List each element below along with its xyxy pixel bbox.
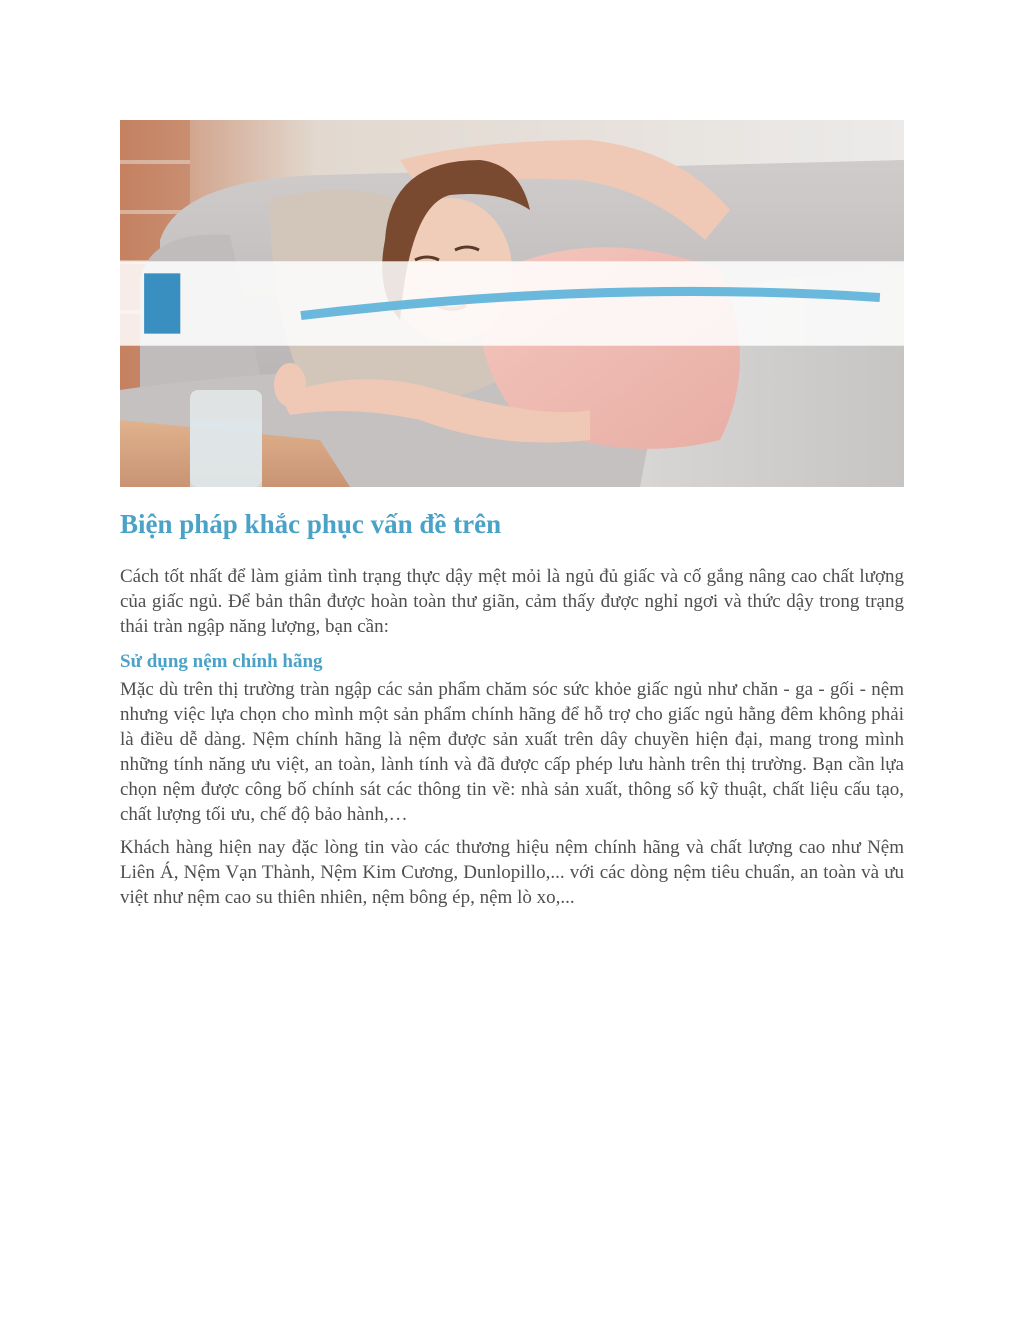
subsection-heading: Sử dụng nệm chính hãng	[120, 651, 323, 672]
body-paragraph-2: Khách hàng hiện nay đặc lòng tin vào các thương hiệu nệm chính hãng và chất lượng cao như Nệm Liên Á, Nệm Vạn Thành, Nệm Kim Cương, Dunlopillo,... với các dòng nệm tiêu chuẩn, an toàn và ưu việt như nệm cao su thiên nhiên, nệm bông ép, nệm lò xo,...	[120, 837, 904, 908]
intro-paragraph: Cách tốt nhất để làm giảm tình trạng thực dậy mệt mỏi là ngủ đủ giấc và cố gắng nâng cao chất lượng của giấc ngủ. Để bản thân được hoàn toàn thư giãn, cảm thấy được nghỉ ngơi và thức dậy trong trạng thái tràn ngập năng lượng, bạn cần:	[120, 566, 904, 637]
section-heading: Biện pháp khắc phục vấn đề trên	[120, 509, 502, 539]
article-content	[120, 506, 904, 910]
article-photo	[120, 120, 904, 487]
brand-logo-icon	[120, 120, 904, 487]
body-paragraph-1: Mặc dù trên thị trường tràn ngập các sản phẩm chăm sóc sức khỏe giấc ngủ như chăn - ga - gối - nệm nhưng việc lựa chọn cho mình một sản phẩm chính hãng để hỗ trợ cho giấc ngủ hằng đêm không phải là điều dễ dàng. Nệm chính hãng là nệm được sản xuất trên dây chuyền hiện đại, mang trong mình những tính năng ưu việt, an toàn, lành tính và đã được cấp phép lưu hành trên thị trường. Bạn cần lựa chọn nệm được công bố chính sát các thông tin về: nhà sản xuất, thông số kỹ thuật, chất liệu cấu tạo, chất lượng tối ưu, chế độ bảo hành,…	[120, 679, 904, 825]
